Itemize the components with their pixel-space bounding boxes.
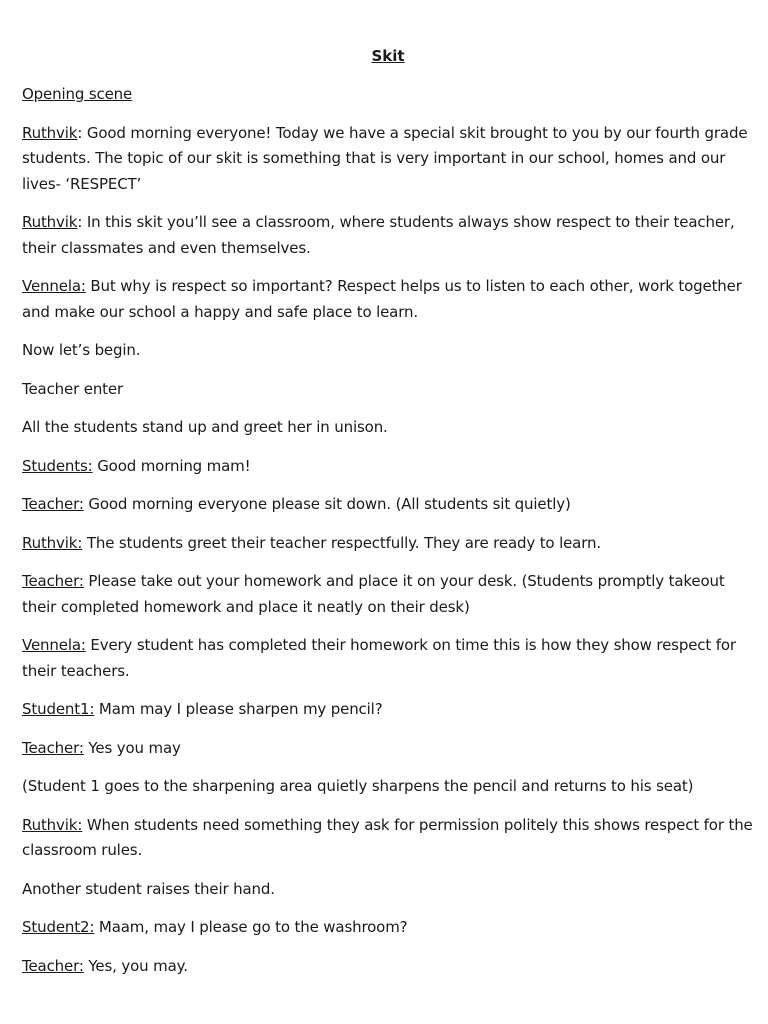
speaker-name: Teacher:: [22, 495, 84, 513]
skit-line: [22, 774, 754, 800]
skit-line: [22, 121, 754, 198]
skit-line: [22, 813, 754, 864]
speaker-name: Ruthvik: [22, 123, 78, 142]
line-text: Opening scene: [22, 85, 133, 103]
line-text: : Good morning everyone! Today we have a special skit brought to you by our fourth grade students. The topic of our skit is something that is very important in our school, homes and our lives- ‘RESPECT’: [22, 123, 748, 193]
speaker-name: Teacher:: [22, 738, 84, 757]
skit-line: [22, 274, 754, 325]
skit-line: [22, 954, 754, 980]
skit-line: [22, 633, 754, 684]
skit-line: [22, 492, 754, 518]
line-text: (Student 1 goes to the sharpening area quietly sharpens the pencil and returns to his seat): [22, 777, 694, 795]
line-text: Maam, may I please go to the washroom?: [94, 918, 408, 936]
skit-line: [22, 697, 754, 723]
line-text: Teacher enter: [22, 379, 124, 398]
skit-line: [22, 569, 754, 620]
line-text: Now let’s begin.: [22, 341, 141, 359]
skit-body: [22, 82, 754, 979]
skit-line: [22, 531, 754, 557]
line-text: : In this skit you’ll see a classroom, where students always show respect to their teacher, their classmates and even themselves.: [22, 213, 735, 257]
skit-line: [22, 338, 754, 364]
line-text: When students need something they ask for permission politely this shows respect for the classroom rules.: [22, 815, 753, 859]
line-text: Yes, you may.: [83, 956, 188, 975]
skit-line: [22, 915, 754, 941]
line-text: But why is respect so important? Respect helps us to listen to each other, work together and make our school a happy and safe place to learn.: [22, 277, 742, 321]
line-text: Yes you may: [83, 738, 181, 757]
line-text: Mam may I please sharpen my pencil?: [94, 700, 383, 718]
speaker-name: Students:: [22, 456, 93, 475]
line-text: Good morning everyone please sit down. (All students sit quietly): [83, 495, 571, 513]
line-text: All the students stand up and greet her in unison.: [22, 418, 388, 436]
speaker-name: Ruthvik:: [22, 815, 83, 834]
line-text: Every student has completed their homework on time this is how they show respect for their teachers.: [22, 636, 736, 680]
skit-line: [22, 210, 754, 261]
speaker-name: Teacher:: [22, 956, 84, 975]
line-text: The students greet their teacher respectfully. They are ready to learn.: [82, 533, 601, 552]
speaker-name: Ruthvik: [22, 213, 78, 231]
speaker-name: Ruthvik:: [22, 533, 83, 552]
document-page: [22, 44, 754, 992]
skit-line: [22, 82, 754, 108]
line-text: Good morning mam!: [92, 456, 251, 475]
speaker-name: Student2:: [22, 918, 95, 936]
speaker-name: Teacher:: [22, 572, 84, 590]
skit-line: [22, 377, 754, 403]
speaker-name: Vennela:: [22, 277, 86, 295]
line-text: Please take out your homework and place it on your desk. (Students promptly takeout their completed homework and place it neatly on their desk): [22, 572, 725, 616]
speaker-name: Vennela:: [22, 636, 86, 654]
speaker-name: Student1:: [22, 700, 95, 718]
skit-line: [22, 454, 754, 480]
line-text: Another student raises their hand.: [22, 879, 275, 898]
page-title: Skit: [371, 47, 405, 65]
skit-line: [22, 736, 754, 762]
skit-line: [22, 415, 754, 441]
skit-line: [22, 877, 754, 903]
